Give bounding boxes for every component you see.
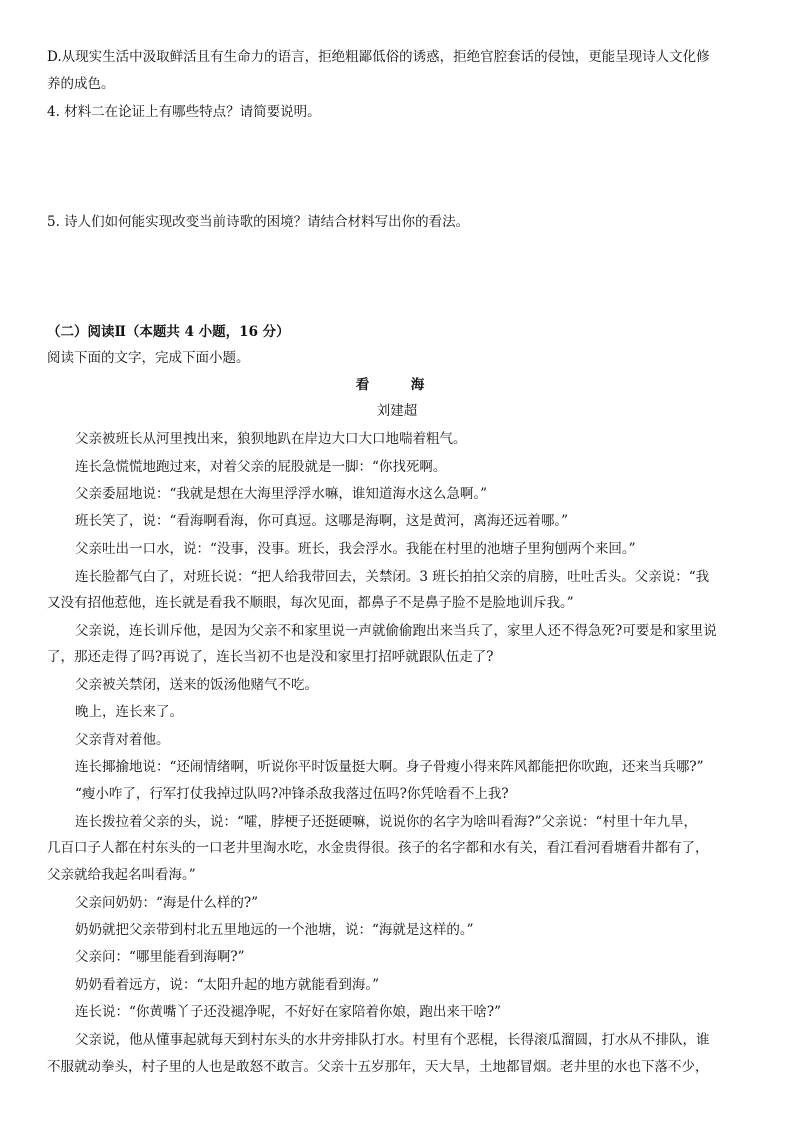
paragraph-line: 连长急慌慌地跑过来，对着父亲的屁股就是一脚：“你找死啊。	[75, 459, 447, 475]
paragraph-line: 又没有招他惹他，连长就是看我不顺眼，每次见面，都鼻子不是鼻子脸不是脸地训斥我。”	[47, 595, 574, 611]
paragraph-line: 班长笑了，说：“看海啊看海，你可真逗。这哪是海啊，这是黄河，离海还远着哪。”	[75, 513, 569, 529]
paragraph-line: 父亲说，连长训斥他，是因为父亲不和家里说一声就偷偷跑出来当兵了，家里人还不得急死?可要是和家里说	[75, 623, 717, 639]
paragraph-line: 父亲问奶奶：“海是什么样的?”	[75, 895, 259, 911]
paragraph-line: 父亲说，他从懂事起就每天到村东头的水井旁排队打水。村里有个恶棍，长得滚瓜溜圆，打水从不排队，谁	[75, 1032, 710, 1048]
paragraph-line: 连长拨拉着父亲的头，说：“嚯，脖梗子还挺硬嘛，说说你的名字为啥叫看海?”父亲说：“村里十年九旱，	[75, 814, 697, 830]
paragraph-line: 父亲就给我起名叫看海。”	[47, 867, 196, 883]
option-d-line-1: D.从现实生活中汲取鲜活且有生命力的语言，拒绝粗鄙低俗的诱惑，拒绝官腔套话的侵蚀，更能呈现诗人文化修	[47, 49, 710, 65]
option-d-line-2: 养的成色。	[47, 76, 115, 92]
paragraph-line: 父亲吐出一口水，说：“没事，没事。班长，我会浮水。我能在村里的池塘子里狗刨两个来回。”	[75, 541, 636, 557]
paragraph-line: 父亲背对着他。	[75, 732, 170, 748]
story-title: 看 海	[355, 377, 439, 393]
paragraph-line: 连长揶揄地说：“还闹情绪啊，听说你平时饭量挺大啊。身子骨瘦小得来阵风都能把你吹跑，还来当兵哪?”	[75, 759, 704, 775]
story-author: 刘建超	[376, 403, 418, 419]
paragraph-line: 几百口子人都在村东头的一口老井里淘水吃，水金贵得很。孩子的名字都和水有关，看江看河看塘看井都有了，	[47, 840, 709, 856]
paragraph-line: 奶奶就把父亲带到村北五里地远的一个池塘，说：“海就是这样的。”	[75, 922, 474, 938]
question-5: 5. 诗人们如何能实现改变当前诗歌的困境？请结合材料写出你的看法。	[47, 214, 470, 230]
paragraph-line: 晚上，连长来了。	[75, 704, 183, 720]
paragraph-line: 父亲问：“哪里能看到海啊?”	[75, 949, 245, 965]
paragraph-line: 不服就动拳头，村子里的人也是敢怒不敢言。父亲十五岁那年，天大旱，土地都冒烟。老井里的水也下落不少，	[47, 1059, 709, 1075]
question-4: 4. 材料二在论证上有哪些特点？请简要说明。	[47, 104, 321, 120]
paragraph-line: 了，那还走得了吗?再说了，连长当初不也是没和家里打招呼就跟队伍走了?	[47, 649, 494, 665]
paragraph-line: 连长脸都气白了，对班长说：“把人给我带回去，关禁闭。3 班长拍拍父亲的肩膀，吐吐舌头。父亲说：“我	[75, 569, 710, 585]
paragraph-line: “瘦小咋了，行军打仗我掉过队吗?冲锋杀敌我落过伍吗?你凭啥看不上我?	[75, 786, 509, 802]
paragraph-line: 父亲被班长从河里拽出来，狼狈地趴在岸边大口大口地喘着粗气。	[75, 431, 467, 447]
paragraph-line: 连长说：“你黄嘴丫子还没褪净呢，不好好在家陪着你娘，跑出来干啥?”	[75, 1004, 502, 1020]
paragraph-line: 父亲被关禁闭，送来的饭汤他赌气不吃。	[75, 677, 318, 693]
section-instruction: 阅读下面的文字，完成下面小题。	[47, 350, 250, 366]
paragraph-line: 父亲委屈地说：“我就是想在大海里浮浮水嘛，谁知道海水这么急啊。”	[75, 486, 488, 502]
section-heading: （二）阅读Ⅱ（本题共 4 小题，16 分）	[47, 324, 290, 340]
paragraph-line: 奶奶看着远方，说：“太阳升起的地方就能看到海。”	[75, 977, 380, 993]
